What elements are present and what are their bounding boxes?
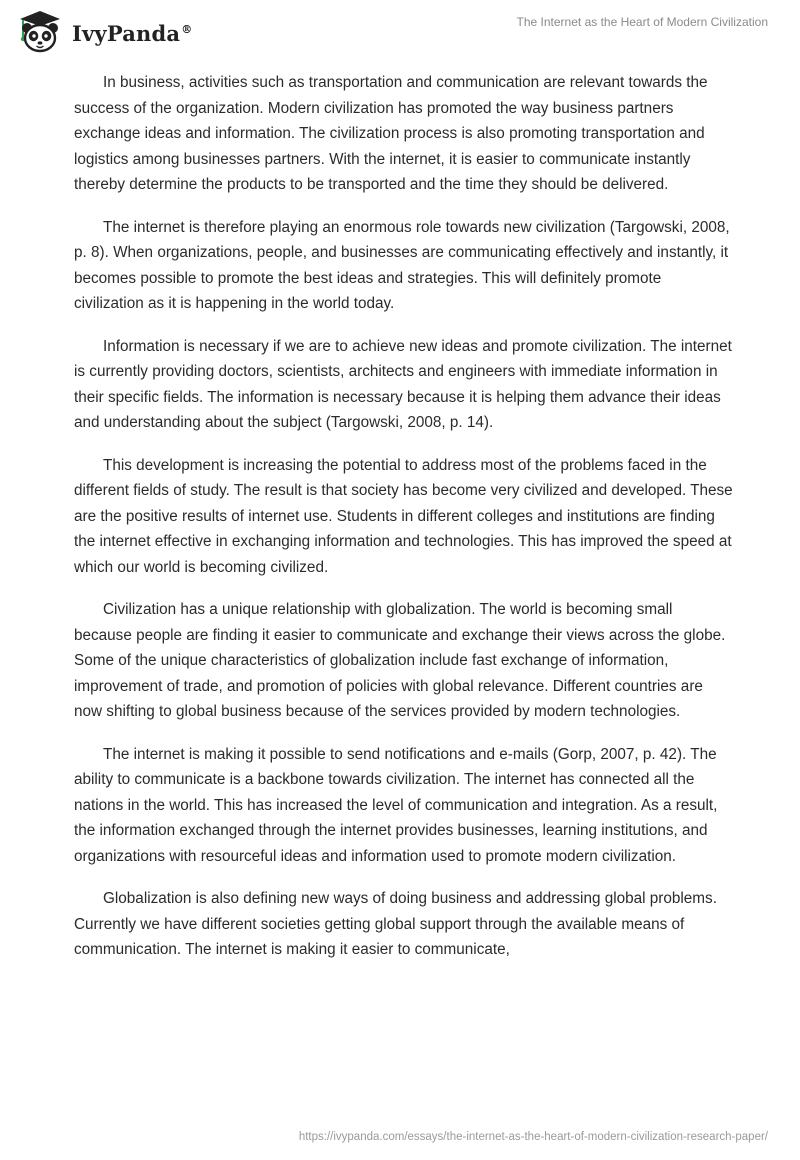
paragraph: In business, activities such as transportation and communication are relevant towards the success of the organization. Modern civilization has promoted the way business partners exchange ideas and information. The civilization process is also promoting transportation and logistics among businesses partners. With the internet, it is easier to communicate instantly thereby determine the products to be transported and the time they should be delivered. [74, 74, 708, 193]
paragraph: Civilization has a unique relationship with globalization. The world is becoming small because people are finding it easier to communicate and exchange their views across the globe. Some of the unique characteristics of globalization include fast exchange of information, improvement of trade, and promotion of policies with global relevance. Different countries are now shifting to global business because of the services provided by modern technologies. [74, 601, 726, 720]
paragraph: This development is increasing the potential to address most of the problems faced in the different fields of study. The result is that society has become very civilized and developed. These are the positive results of internet use. Students in different colleges and institutions are finding the internet effective in exchanging information and technologies. This has improved the speed at which our world is becoming civilized. [74, 456, 733, 576]
brand-logo[interactable] [14, 8, 192, 56]
document-title: The Internet as the Heart of Modern Civilization [516, 15, 768, 29]
paragraph: Globalization is also defining new ways of doing business and addressing global problems. Currently we have different societies getting global support through the available means of communication. The internet is making it easier to communicate, [74, 890, 717, 958]
brand-name: IvyPanda® [72, 20, 193, 46]
paragraph: Information is necessary if we are to achieve new ideas and promote civilization. The internet is currently providing doctors, scientists, architects and engineers with immediate information in their specific fields. The information is necessary because it is helping them advance their ideas and understanding about the subject (Targowski, 2008, p. 14). [74, 337, 732, 431]
essay-body [74, 70, 734, 980]
paragraph: The internet is therefore playing an enormous role towards new civilization (Targowski, 2008, p. 8). When organizations, people, and businesses are communicating effectively and instantly, it becomes possible to promote the best ideas and strategies. This will definitely promote civilization as it is happening in the world today. [74, 218, 730, 312]
panda-logo-icon [14, 8, 66, 56]
registered-mark: ® [181, 22, 193, 36]
source-url-link[interactable]: https://ivypanda.com/essays/the-internet-as-the-heart-of-modern-civilization-research-paper/ [298, 1131, 768, 1143]
paragraph: The internet is making it possible to send notifications and e-mails (Gorp, 2007, p. 42). The ability to communicate is a backbone towards civilization. The internet has connected all the nations in the world. This has increased the level of communication and integration. As a result, the information exchanged through the internet provides businesses, learning institutions, and organizations with resourceful ideas and information used to promote modern civilization. [74, 745, 718, 865]
page-header [0, 0, 800, 66]
